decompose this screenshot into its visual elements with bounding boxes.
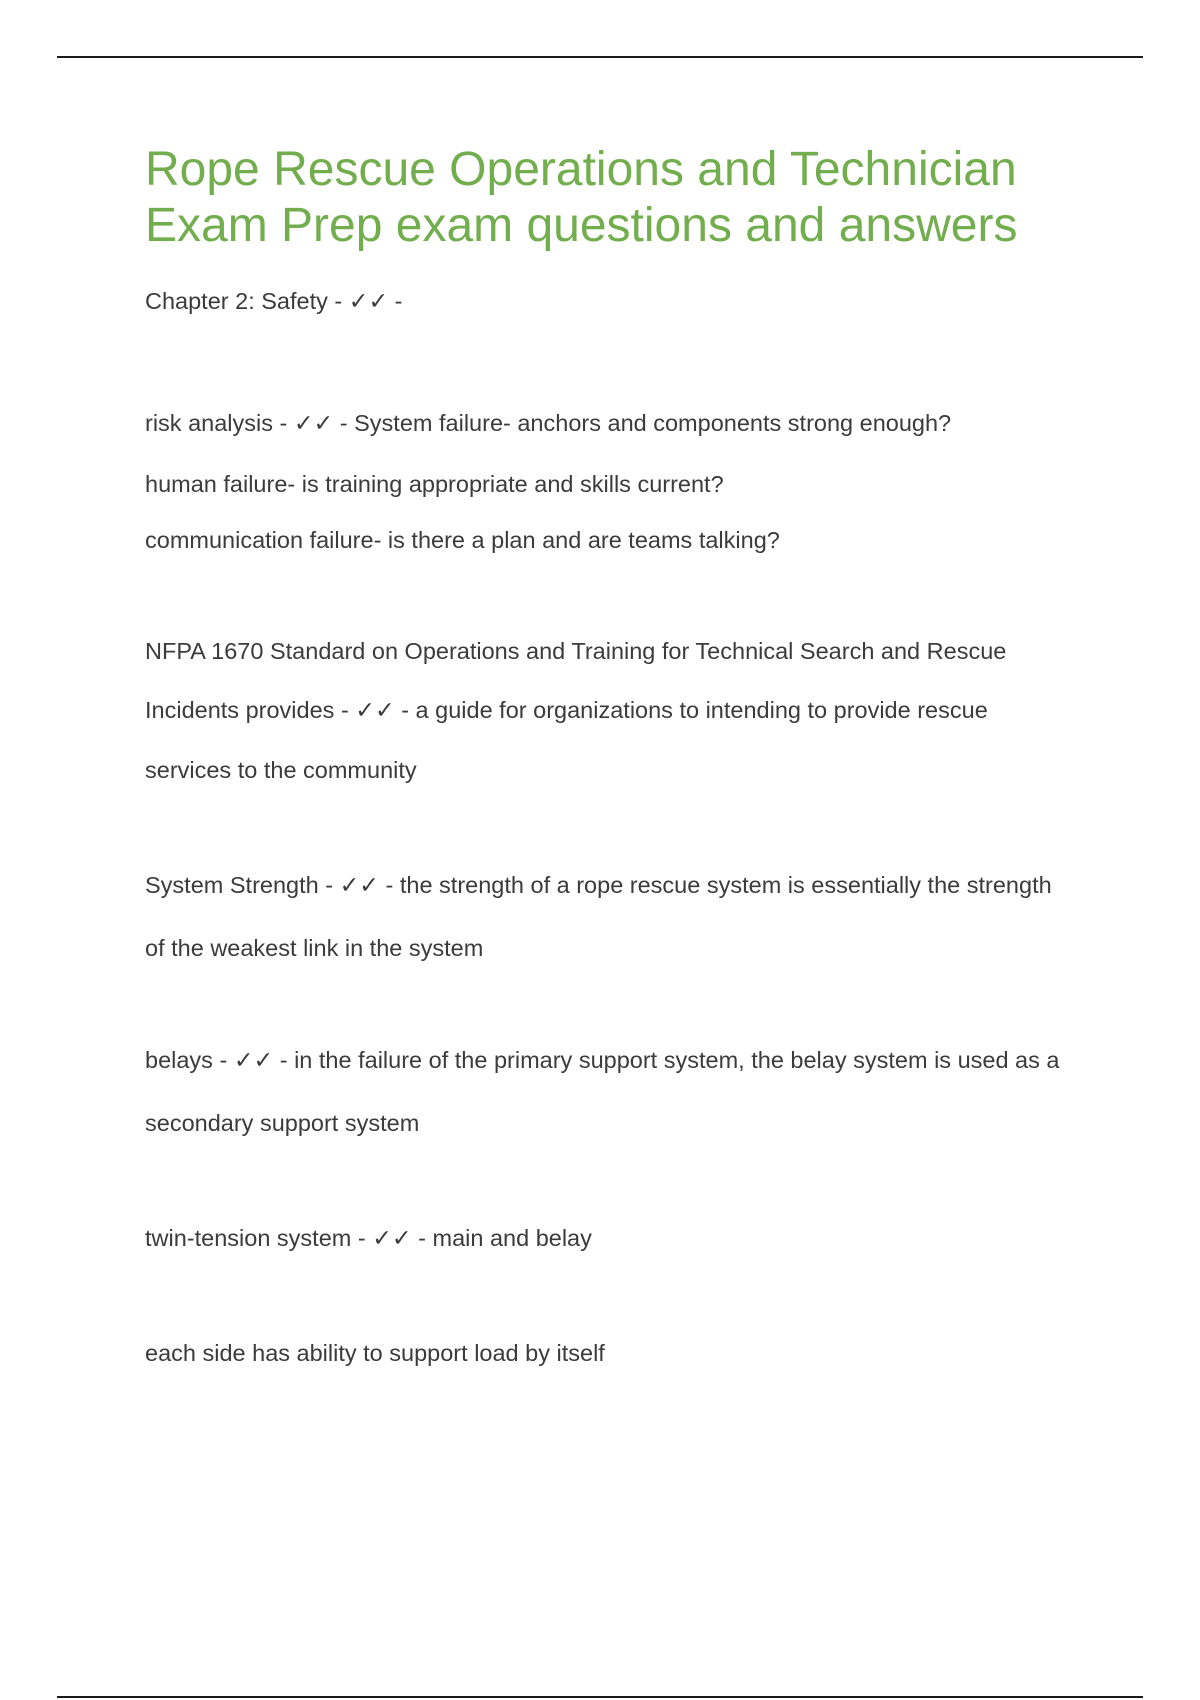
- chapter-heading: Chapter 2: Safety - ✓✓ -: [145, 288, 403, 314]
- qa-nfpa-1670-line-2: Incidents provides - ✓✓ - a guide for organizations to intending to provide rescue: [145, 697, 988, 723]
- qa-belays-line-1: belays - ✓✓ - in the failure of the primary support system, the belay system is used as a: [145, 1047, 1060, 1073]
- qa-twin-tension-line-1: twin-tension system - ✓✓ - main and belay: [145, 1225, 592, 1251]
- qa-system-strength-line-2: of the weakest link in the system: [145, 935, 484, 961]
- document-title: [145, 142, 1105, 254]
- top-rule: [57, 56, 1143, 58]
- qa-twin-tension-line-2: each side has ability to support load by itself: [145, 1340, 605, 1366]
- bottom-rule: [57, 1696, 1143, 1698]
- qa-belays-line-2: secondary support system: [145, 1110, 420, 1136]
- title-line-1: Rope Rescue Operations and Technician: [145, 143, 1017, 196]
- qa-nfpa-1670-line-1: NFPA 1670 Standard on Operations and Training for Technical Search and Rescue: [145, 638, 1007, 664]
- qa-system-strength-line-1: System Strength - ✓✓ - the strength of a rope rescue system is essentially the strength: [145, 872, 1052, 898]
- qa-nfpa-1670-line-3: services to the community: [145, 757, 417, 783]
- qa-risk-analysis-line-3: communication failure- is there a plan and are teams talking?: [145, 527, 780, 553]
- qa-risk-analysis-line-1: risk analysis - ✓✓ - System failure- anchors and components strong enough?: [145, 410, 952, 436]
- qa-risk-analysis-line-2: human failure- is training appropriate and skills current?: [145, 471, 724, 497]
- title-line-2: Exam Prep exam questions and answers: [145, 199, 1018, 252]
